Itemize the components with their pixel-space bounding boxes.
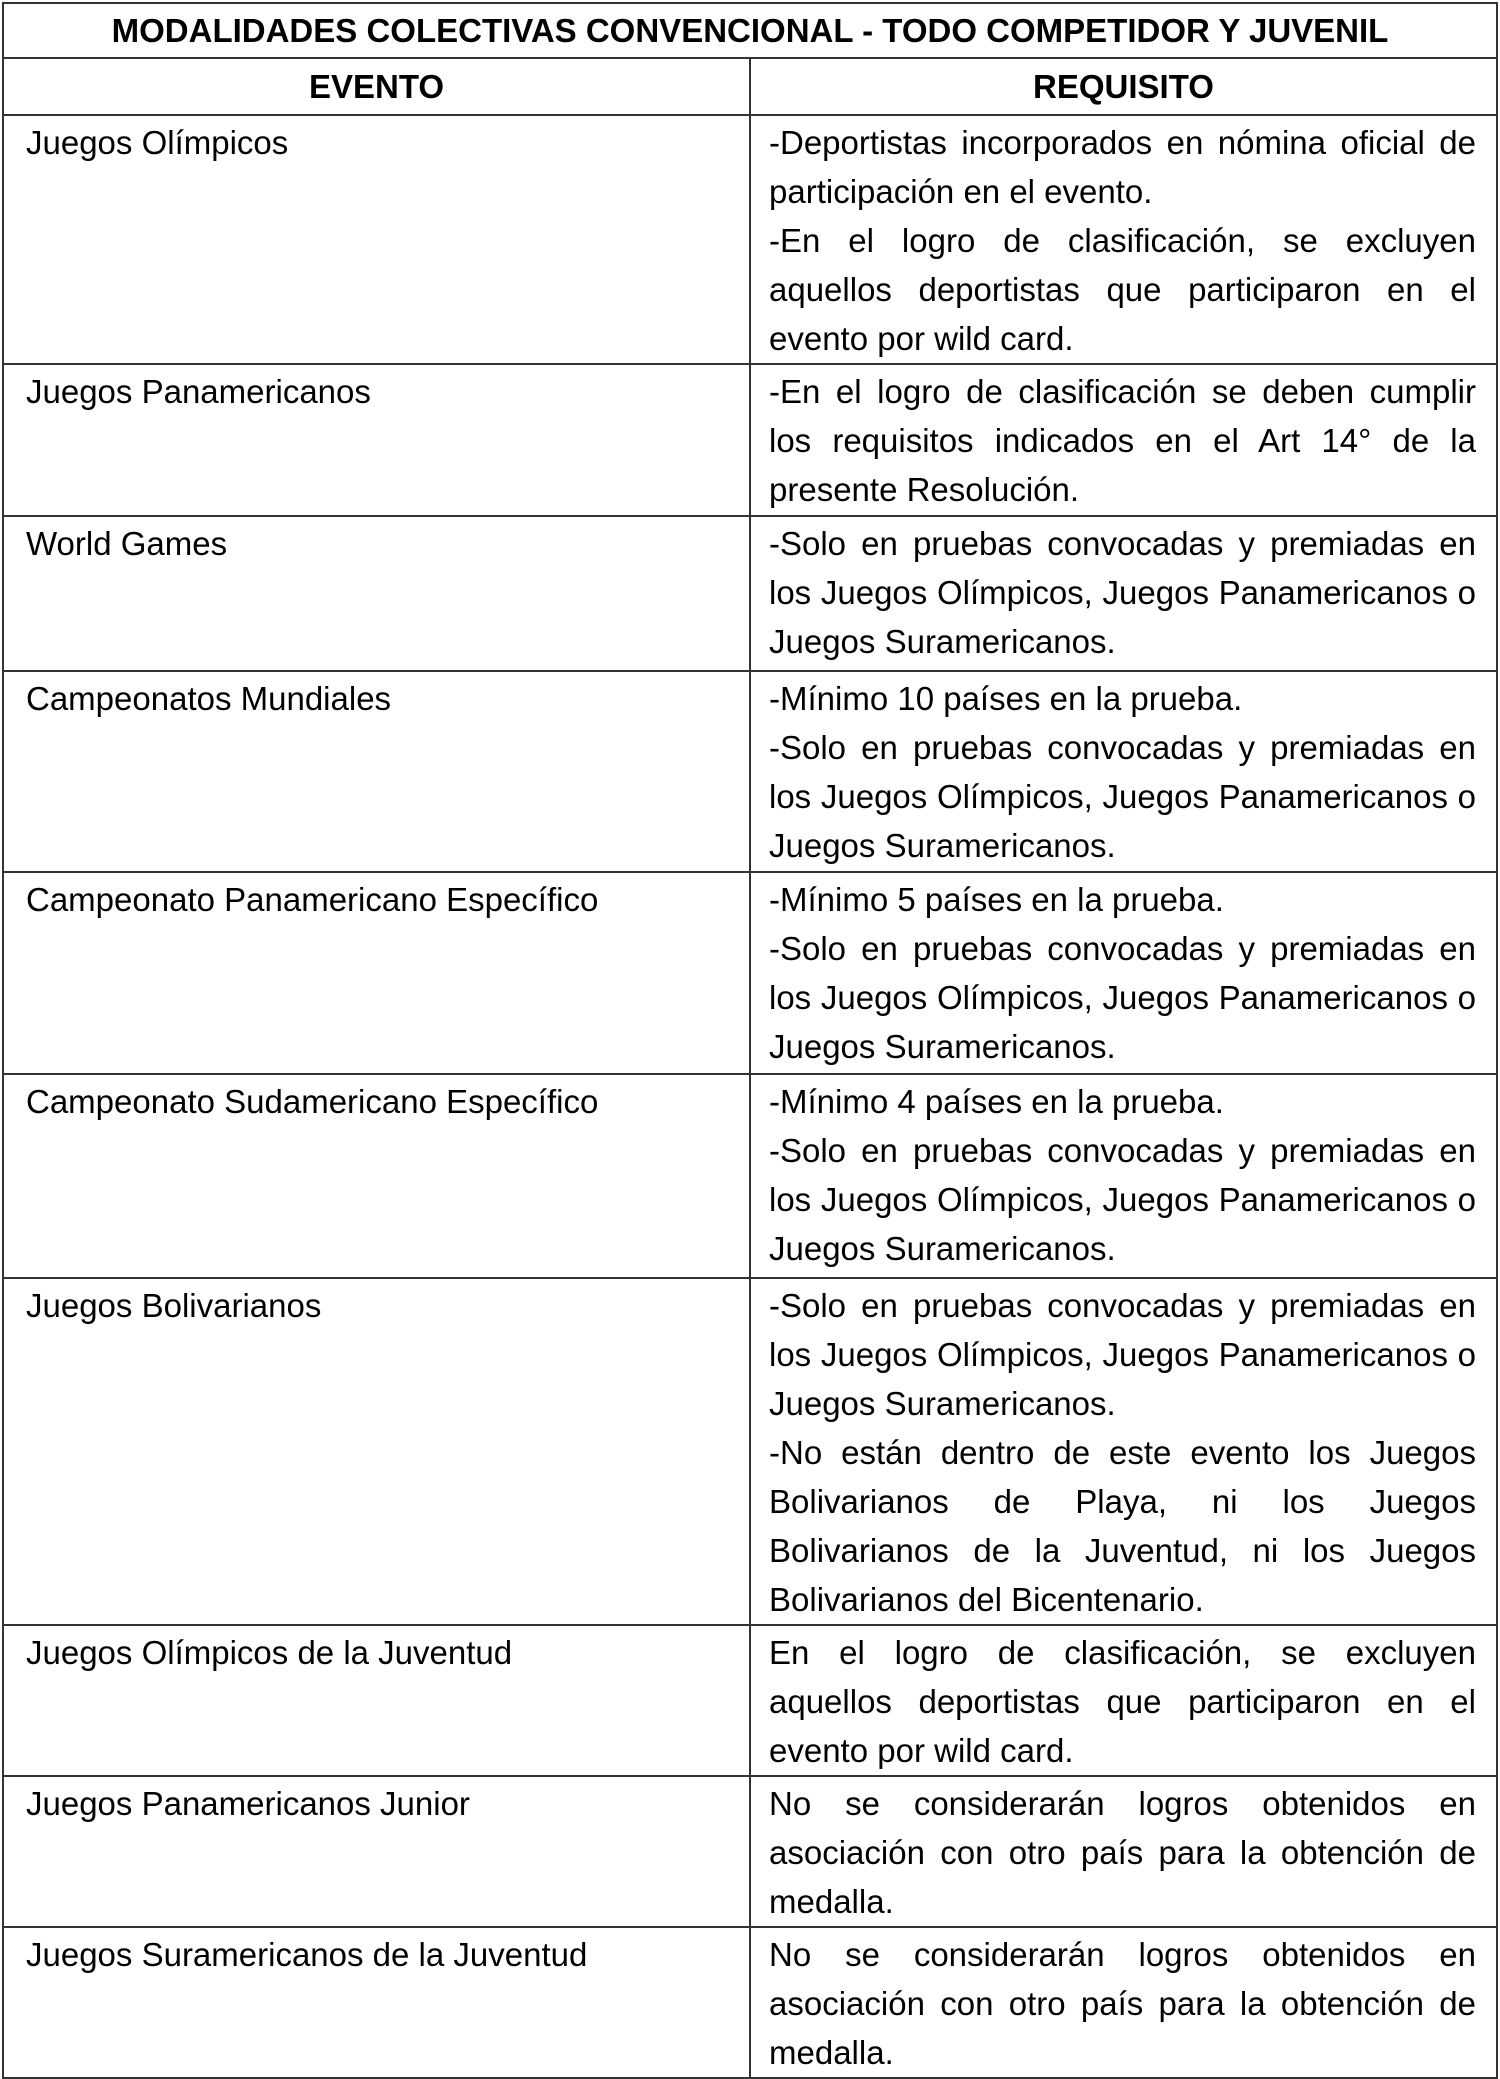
requirement-cell xyxy=(750,1625,1497,1776)
event-cell: Juegos Suramericanos de la Juventud xyxy=(3,1927,750,2078)
table-row xyxy=(3,872,1497,1074)
requirement-text: -Mínimo 5 países en la prueba. xyxy=(769,881,1224,918)
requirements-table xyxy=(2,2,1498,2079)
header-event: EVENTO xyxy=(3,58,750,115)
header-requirement: REQUISITO xyxy=(750,58,1497,115)
event-cell: Campeonatos Mundiales xyxy=(3,671,750,872)
event-cell: Juegos Olímpicos de la Juventud xyxy=(3,1625,750,1776)
event-cell: Juegos Panamericanos xyxy=(3,364,750,516)
requirement-cell xyxy=(750,1776,1497,1927)
requirement-text: -Mínimo 10 países en la prueba. xyxy=(769,680,1243,717)
requirement-text: En el logro de clasificación, se excluyen aquellos deportistas que participaron en el evento por wild card. xyxy=(769,1634,1476,1769)
requirement-text: -Solo en pruebas convocadas y premiadas en los Juegos Olímpicos, Juegos Panamericanos o Juegos Suramericanos. xyxy=(769,729,1476,864)
table-row xyxy=(3,115,1497,364)
event-cell: World Games xyxy=(3,516,750,671)
event-cell: Campeonato Sudamericano Específico xyxy=(3,1074,750,1278)
table-row xyxy=(3,364,1497,516)
requirement-text: -Solo en pruebas convocadas y premiadas en los Juegos Olímpicos, Juegos Panamericanos o Juegos Suramericanos. xyxy=(769,1132,1476,1267)
event-cell: Campeonato Panamericano Específico xyxy=(3,872,750,1074)
requirement-text: -Solo en pruebas convocadas y premiadas en los Juegos Olímpicos, Juegos Panamericanos o Juegos Suramericanos. xyxy=(769,930,1476,1065)
requirement-text: -En el logro de clasificación, se excluyen aquellos deportistas que participaron en el evento por wild card. xyxy=(769,222,1476,357)
requirement-text: -Deportistas incorporados en nómina oficial de participación en el evento. xyxy=(769,124,1476,210)
requirement-cell xyxy=(750,671,1497,872)
event-cell: Juegos Panamericanos Junior xyxy=(3,1776,750,1927)
table-row xyxy=(3,1625,1497,1776)
requirement-text: -Solo en pruebas convocadas y premiadas en los Juegos Olímpicos, Juegos Panamericanos o Juegos Suramericanos. xyxy=(769,1287,1476,1422)
requirement-cell xyxy=(750,364,1497,516)
requirement-text: -Solo en pruebas convocadas y premiadas en los Juegos Olímpicos, Juegos Panamericanos o Juegos Suramericanos. xyxy=(769,525,1476,660)
requirement-cell xyxy=(750,115,1497,364)
table-row xyxy=(3,516,1497,671)
requirement-cell xyxy=(750,1278,1497,1625)
table-row xyxy=(3,1776,1497,1927)
table-row xyxy=(3,1074,1497,1278)
event-cell: Juegos Olímpicos xyxy=(3,115,750,364)
requirement-cell xyxy=(750,516,1497,671)
requirement-text: -Mínimo 4 países en la prueba. xyxy=(769,1083,1224,1120)
requirement-text: No se considerarán logros obtenidos en asociación con otro país para la obtención de medalla. xyxy=(769,1785,1476,1920)
requirement-text: No se considerarán logros obtenidos en asociación con otro país para la obtención de medalla. xyxy=(769,1936,1476,2071)
event-cell: Juegos Bolivarianos xyxy=(3,1278,750,1625)
requirement-text: -En el logro de clasificación se deben cumplir los requisitos indicados en el Art 14° de la presente Resolución. xyxy=(769,373,1476,508)
table-row xyxy=(3,1278,1497,1625)
requirement-text: -No están dentro de este evento los Juegos Bolivarianos de Playa, ni los Juegos Bolivarianos de la Juventud, ni los Juegos Bolivarianos del Bicentenario. xyxy=(769,1434,1476,1618)
table-header-row xyxy=(3,58,1497,115)
table-row xyxy=(3,1927,1497,2078)
table-row xyxy=(3,671,1497,872)
requirement-cell xyxy=(750,1074,1497,1278)
table-title-row xyxy=(3,3,1497,58)
table-title: MODALIDADES COLECTIVAS CONVENCIONAL - TODO COMPETIDOR Y JUVENIL xyxy=(3,3,1497,58)
requirement-cell xyxy=(750,1927,1497,2078)
requirement-cell xyxy=(750,872,1497,1074)
